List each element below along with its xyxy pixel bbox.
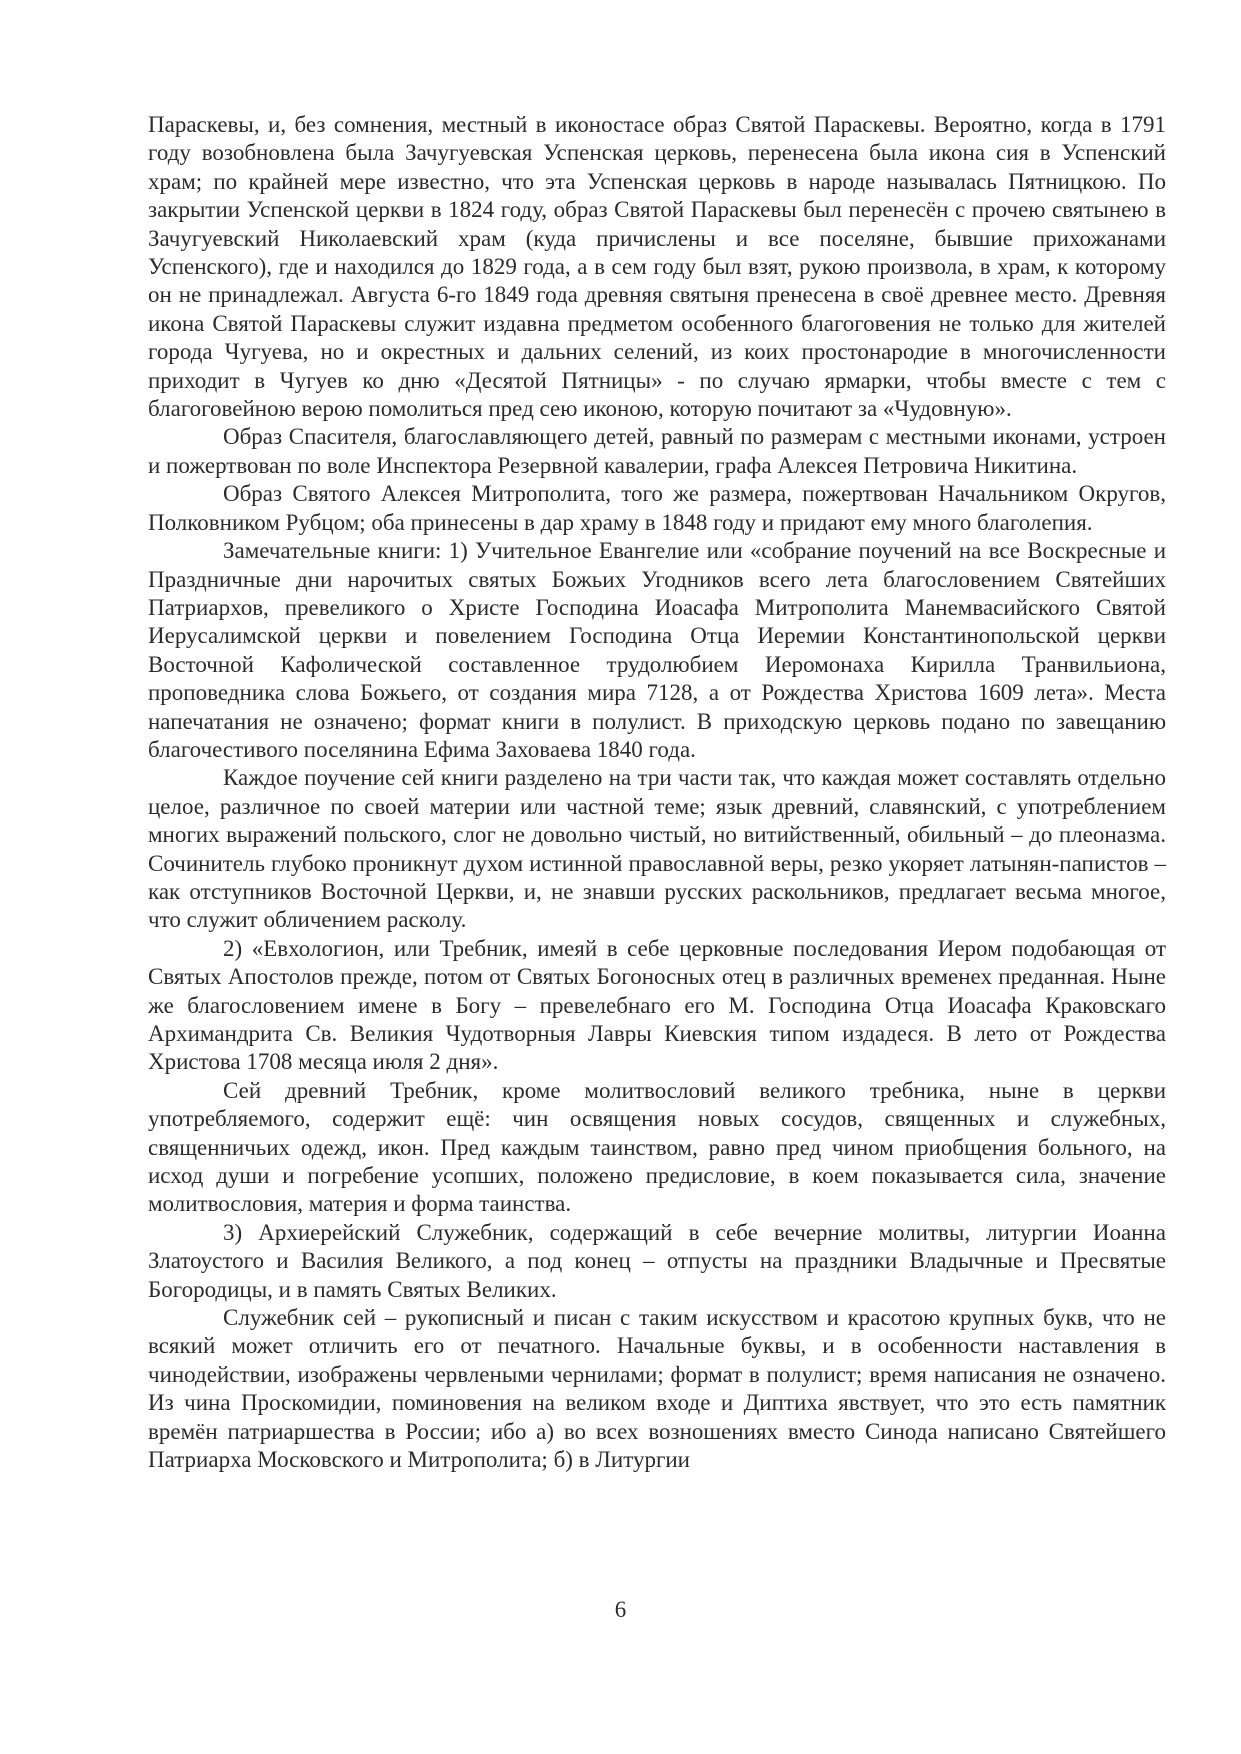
page-body xyxy=(148,111,1166,1475)
paragraph-continuation: Параскевы, и, без сомнения, местный в иконостасе образ Святой Параскевы. Вероятно, когда в 1791 году возобновлена была Зачугуевская Успенская церковь, перенесена была икона сия в Успенский храм; по крайней мере известно, что эта Успенская церковь в народе называлась Пятницкою. По закрытии Успенской церкви в 1824 году, образ Святой Параскевы был перенесён с прочею святынею в Зачугуевский Николаевский храм (куда причислены и все поселяне, бывшие прихожанами Успенского), где и находился до 1829 года, а в сем году был взят, рукою произвола, в храм, к которому он не принадлежал. Августа 6-го 1849 года древняя святыня пренесена в своё древнее место. Древняя икона Святой Параскевы служит издавна предметом особенного благоговения не только для жителей города Чугуева, но и окрестных и дальних селений, из коих простонародие в многочисленности приходит в Чугуев ко дню «Десятой Пятницы» - по случаю ярмарки, чтобы вместе с тем с благоговейною верою помолиться пред сею иконою, которую почитают за «Чудовную». xyxy=(148,112,1166,422)
paragraph-savior-icon: Образ Спасителя, благославляющего детей, равный по размерам с местными иконами, устроен и пожертвован по воле Инспектора Резервной кавалерии, графа Алексея Петровича Никитина. xyxy=(148,424,1166,478)
paragraph-sluzhebnik: 3) Архиерейский Служебник, содержащий в себе вечерние молитвы, литургии Иоанна Златоустого и Василия Великого, а под конец – отпусты на праздники Владычные и Пресвятые Богородицы, и в память Святых Великих. xyxy=(148,1219,1166,1302)
paragraph-manuscript-description: Служебник сей – рукописный и писан с таким искусством и красотою крупных букв, что не всякий может отличить его от печатного. Начальные буквы, и в особенности наставления в чинодействии, изображены червлеными чернилами; формат в полулист; время написания не означено. Из чина Проскомидии, поминовения на великом входе и Диптиха явствует, что это есть памятник времён патриаршества в России; ибо а) во всех возношениях вместо Синода написано Святейшего Патриарха Московского и Митрополита; б) в Литургии xyxy=(148,1305,1166,1473)
paragraph-book-description: Каждое поучение сей книги разделено на три части так, что каждая может составлять отдельно целое, различное по своей материи или частной теме; язык древний, славянский, с употреблением многих выражений польского, слог не довольно чистый, но витийственный, обильный – до плеоназма. Сочинитель глубоко проникнут духом истинной православной веры, резко укоряет латынян-папистов – как отступников Восточной Церкви, и, не знавши русских раскольников, предлагает весьма многое, что служит обличением расколу. xyxy=(148,765,1166,933)
page-number: 6 xyxy=(614,1597,627,1622)
paragraph-notable-books: Замечательные книги: 1) Учительное Евангелие или «собрание поучений на все Воскресные и Праздничные дни нарочитых святых Божьих Угодников всего лета благословением Святейших Патриархов, превеликого о Христе Господина Иоасафа Митрополита Манемвасийского Святой Иерусалимской церкви и повелением Господина Отца Иеремии Константинопольской церкви Восточной Кафолической составленное трудолюбием Иеромонаха Кирилла Транвильиона, проповедника слова Божьего, от создания мира 7128, а от Рождества Христова 1609 лета». Места напечатания не означено; формат книги в полулист. В приходскую церковь подано по завещанию благочестивого поселянина Ефима Заховаева 1840 года. xyxy=(148,538,1166,762)
paragraph-euchologion: 2) «Евхологион, или Требник, имеяй в себе церковные последования Иером подобающая от Святых Апостолов прежде, потом от Святых Богоносных отец в различных временех преданная. Ныне же благословением имене в Богу – превелебнаго его М. Господина Отца Иоасафа Краковскаго Архимандрита Св. Великия Чудотворныя Лавры Киевския типом издадеся. В лето от Рождества Христова 1708 месяца июля 2 дня». xyxy=(148,935,1166,1075)
paragraph-trebnik-description: Сей древний Требник, кроме молитвословий великого требника, ныне в церкви употребляемого, содержит ещё: чин освящения новых сосудов, священных и служебных, священничьих одежд, икон. Пред каждым таинством, равно пред чином приобщения больного, на исход души и погребение усопших, положено предисловие, в коем показывается сила, значение молитвословия, материя и форма таинства. xyxy=(148,1077,1166,1217)
paragraph-alexey-icon: Образ Святого Алексея Митрополита, того же размера, пожертвован Начальником Округов, Полковником Рубцом; оба принесены в дар храму в 1848 году и придают ему много благолепия. xyxy=(148,481,1166,535)
